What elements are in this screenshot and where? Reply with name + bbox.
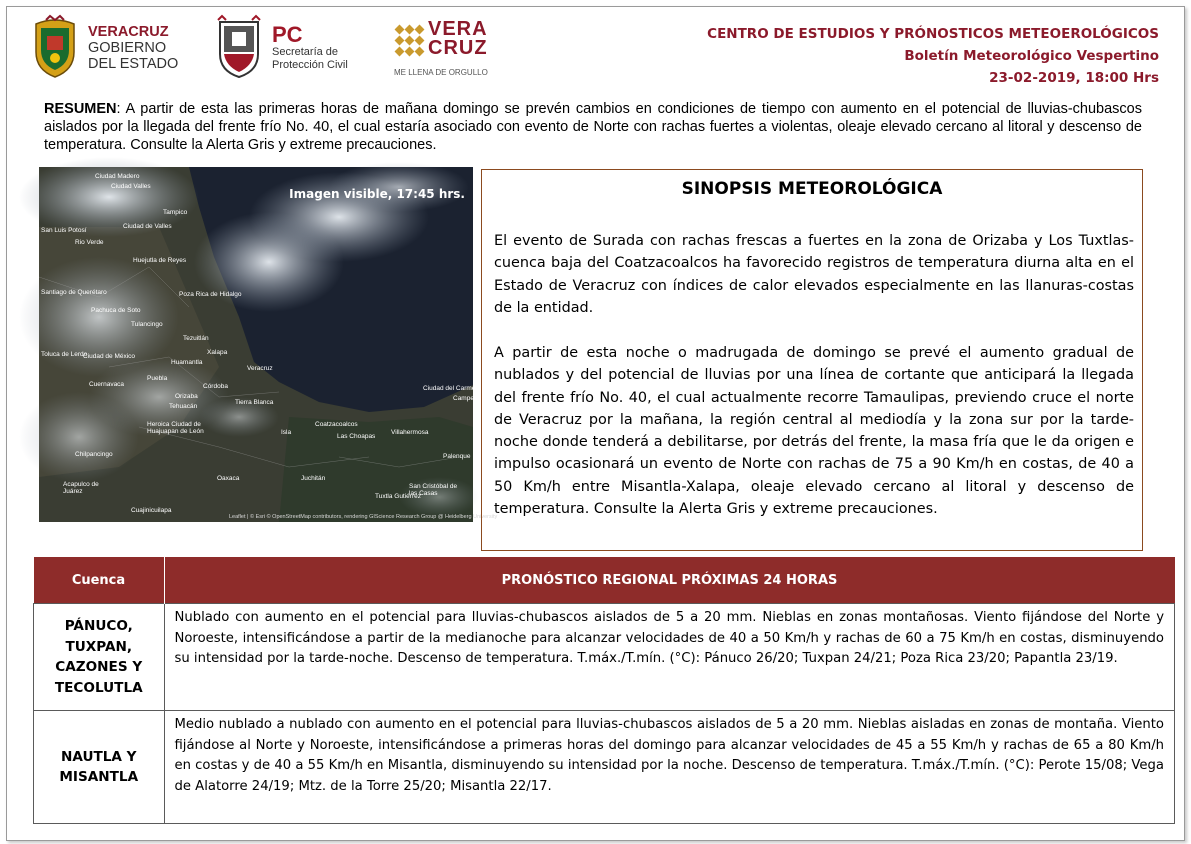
basin-forecast: Nublado con aumento en el potencial para lluvias-chubascos aislados de 5 a 20 mm. Nieblas en zonas montañosas. Viento fijándose del Norte y Noroeste, intensificándose a partir de la medianoche para alcanzar velocidades de 40 a 50 Km/h y rachas de 60 a 75 Km/h en costas, disminuyendo su intensidad por la tarde-noche. Descenso de temperatura. T.máx./T.mín. (°C): Pánuco 26/20; Tuxpan 24/21; Poza Rica 23/20; Papantla 23/19. <box>164 604 1175 711</box>
city-label: Villahermosa <box>391 429 429 436</box>
city-label: Tierra Blanca <box>235 399 274 406</box>
header-basin: Cuenca <box>34 557 165 604</box>
city-label: Juchitán <box>301 475 326 482</box>
city-label: Pachuca de Soto <box>91 307 141 314</box>
city-label: Ciudad Valles <box>111 183 151 190</box>
city-label: Heroica Ciudad de Huajuapan de León <box>147 421 204 435</box>
city-label: Toluca de Lerdo <box>41 351 88 358</box>
logo-pc-line2: Protección Civil <box>272 59 348 71</box>
bulletin-header <box>707 23 1159 89</box>
satellite-caption: Imagen visible, 17:45 hrs. <box>289 187 465 201</box>
table-row <box>34 711 1175 824</box>
city-label: Ciudad del Carmen <box>423 385 480 392</box>
city-label: Tampico <box>163 209 188 216</box>
city-label: Cuajinicuilapa <box>131 507 172 514</box>
veracruz-government-logo <box>32 16 182 82</box>
city-label: Cuernavaca <box>89 381 125 388</box>
satellite-image <box>39 167 498 522</box>
city-label: Chilpancingo <box>75 451 113 458</box>
summary-label: RESUMEN <box>44 101 117 117</box>
city-label: Isla <box>281 429 292 436</box>
logo-veracruz-line2: GOBIERNO <box>88 40 167 56</box>
city-label: Xalapa <box>207 349 228 356</box>
city-label: Veracruz <box>247 365 273 372</box>
city-label: Huejutla de Reyes <box>133 257 187 264</box>
city-label: Acapulco de Juárez <box>63 481 99 495</box>
logo-veracruz-line1: VERACRUZ <box>88 24 169 40</box>
logo-veracruz-line3: DEL ESTADO <box>88 56 179 72</box>
city-label: Rio Verde <box>75 239 104 246</box>
city-label: Tulancingo <box>131 321 163 328</box>
city-label: Puebla <box>147 375 168 382</box>
logo-pc-line1: Secretaría de <box>272 46 339 58</box>
basin-line: TECOLUTLA <box>54 679 143 696</box>
city-label: Orizaba <box>175 393 198 400</box>
logo-pc-big: PC <box>272 22 303 47</box>
city-label: Ciudad Madero <box>95 173 140 180</box>
city-label: Huamantla <box>171 359 203 366</box>
basin-line: TUXPAN, <box>65 638 133 655</box>
city-label: Santiago de Querétaro <box>41 289 107 296</box>
city-label: Ciudad de Valles <box>123 223 172 230</box>
veracruz-orgullo-logo <box>392 18 492 80</box>
table-row <box>34 604 1175 711</box>
city-label: Poza Rica de Hidalgo <box>179 291 242 298</box>
table-header-row <box>34 557 1175 604</box>
basin-line: CAZONES Y <box>55 659 143 675</box>
city-label: Campeche <box>453 395 485 402</box>
pattern-knot-icon <box>394 24 426 58</box>
proteccion-civil-logo <box>214 16 354 82</box>
city-label: Oaxaca <box>217 475 240 482</box>
city-label: San Cristóbal de las Casas <box>409 483 458 497</box>
coat-of-arms-icon <box>32 16 78 78</box>
basin-line: PÁNUCO, <box>64 618 133 634</box>
center-name: CENTRO DE ESTUDIOS Y PRÓNOSTICOS METEOEROLÓGICOS <box>707 26 1159 42</box>
logo-vc-line2: CRUZ <box>428 37 488 59</box>
synopsis-paragraph-1: El evento de Surada con rachas frescas a fuertes en la zona de Orizaba y Los Tuxtlas-cuenca baja del Coatzacoalcos ha favorecido registros de temperatura diurna alta en el Estado de Veracruz con índices de calor elevados especialmente en las llanuras-costas de la entidad. <box>494 233 1134 316</box>
city-label: Ciudad de México <box>83 353 136 360</box>
city-label: San Luis Potosí <box>41 227 87 234</box>
bulletin-title: Boletín Meteorológico Vespertino <box>904 48 1159 64</box>
city-label: Coatzacoalcos <box>315 421 358 428</box>
synopsis-box <box>481 169 1143 551</box>
pc-shield-icon <box>214 16 264 78</box>
city-label: Tehuacán <box>169 403 198 410</box>
synopsis-title: SINOPSIS METEOROLÓGICA <box>681 179 943 199</box>
logo-vc-tagline: ME LLENA DE ORGULLO <box>394 68 488 77</box>
basin-name <box>34 711 165 824</box>
summary-paragraph <box>44 100 1142 154</box>
basin-forecast: Medio nublado a nublado con aumento en el potencial para lluvias-chubascos aislados de 5 a 20 mm. Nieblas aisladas en zonas de montaña. Viento fijándose al Norte y Noroeste, intensificándose a primeras horas del domingo para alcanzar velocidades de 45 a 55 Km/h y rachas de 65 a 80 Km/h en costas y de 40 a 55 Km/h en Misantla, disminuyendo su intensidad por la noche. Descenso de temperatura. T.máx./T.mín. (°C): Perote 15/08; Vega de Alatorre 24/19; Mtz. de la Torre 25/20; Misantla 22/17. <box>164 711 1175 824</box>
city-label: Las Choapas <box>337 433 376 440</box>
basin-line: NAUTLA Y <box>60 748 137 765</box>
city-label: Tezuitlán <box>183 335 209 342</box>
city-label: Córdoba <box>203 383 228 390</box>
logo-vc-line1: VERA <box>428 18 488 40</box>
basin-name <box>34 604 165 711</box>
map-credit: Leaflet | © Esri © OpenStreetMap contributors, rendering GIScience Research Group @ Heidelberg University <box>229 514 498 520</box>
synopsis-paragraph-2: A partir de esta noche o madrugada de domingo se prevé el aumento gradual de nublados y del potencial de lluvias por una línea de cortante que anticipará la llegada del frente frío No. 40, el cual actualmente recorre Tamaulipas, previendo cruce el norte de Veracruz por la mañana, la región central al mediodía y la zona sur por la tarde-noche donde tenderá a debilitarse, por detrás del frente, la masa fría que le da origen e impulso ocasionará un evento de Norte con rachas de 75 a 90 Km/h en costas, de 40 a 50 Km/h entre Misantla-Xalapa, oleaje elevado cercano al litoral y descenso de temperatura. Consulte la Alerta Gris y extreme precauciones. <box>494 345 1134 518</box>
city-label: Palenque <box>443 453 471 460</box>
summary-text: : A partir de esta las primeras horas de mañana domingo se prevén cambios en condiciones de tiempo con aumento en el potencial de lluvias-chubascos aislados por la llegada del frente frío No. 40, el cual estaría asociado con evento de Norte con rachas fuertes a violentas, oleaje elevado cercano al litoral y descenso de temperatura. Consulte la Alerta Gris y extreme precauciones. <box>44 101 1142 153</box>
bulletin-date: 23-02-2019, 18:00 Hrs <box>989 70 1159 86</box>
basin-line: MISANTLA <box>59 769 139 785</box>
city-label: Tuxtla Gutiérrez <box>375 493 421 500</box>
satellite-map-graphic <box>39 167 473 522</box>
regional-forecast-table <box>33 557 1175 824</box>
header-forecast: PRONÓSTICO REGIONAL PRÓXIMAS 24 HORAS <box>164 557 1175 604</box>
